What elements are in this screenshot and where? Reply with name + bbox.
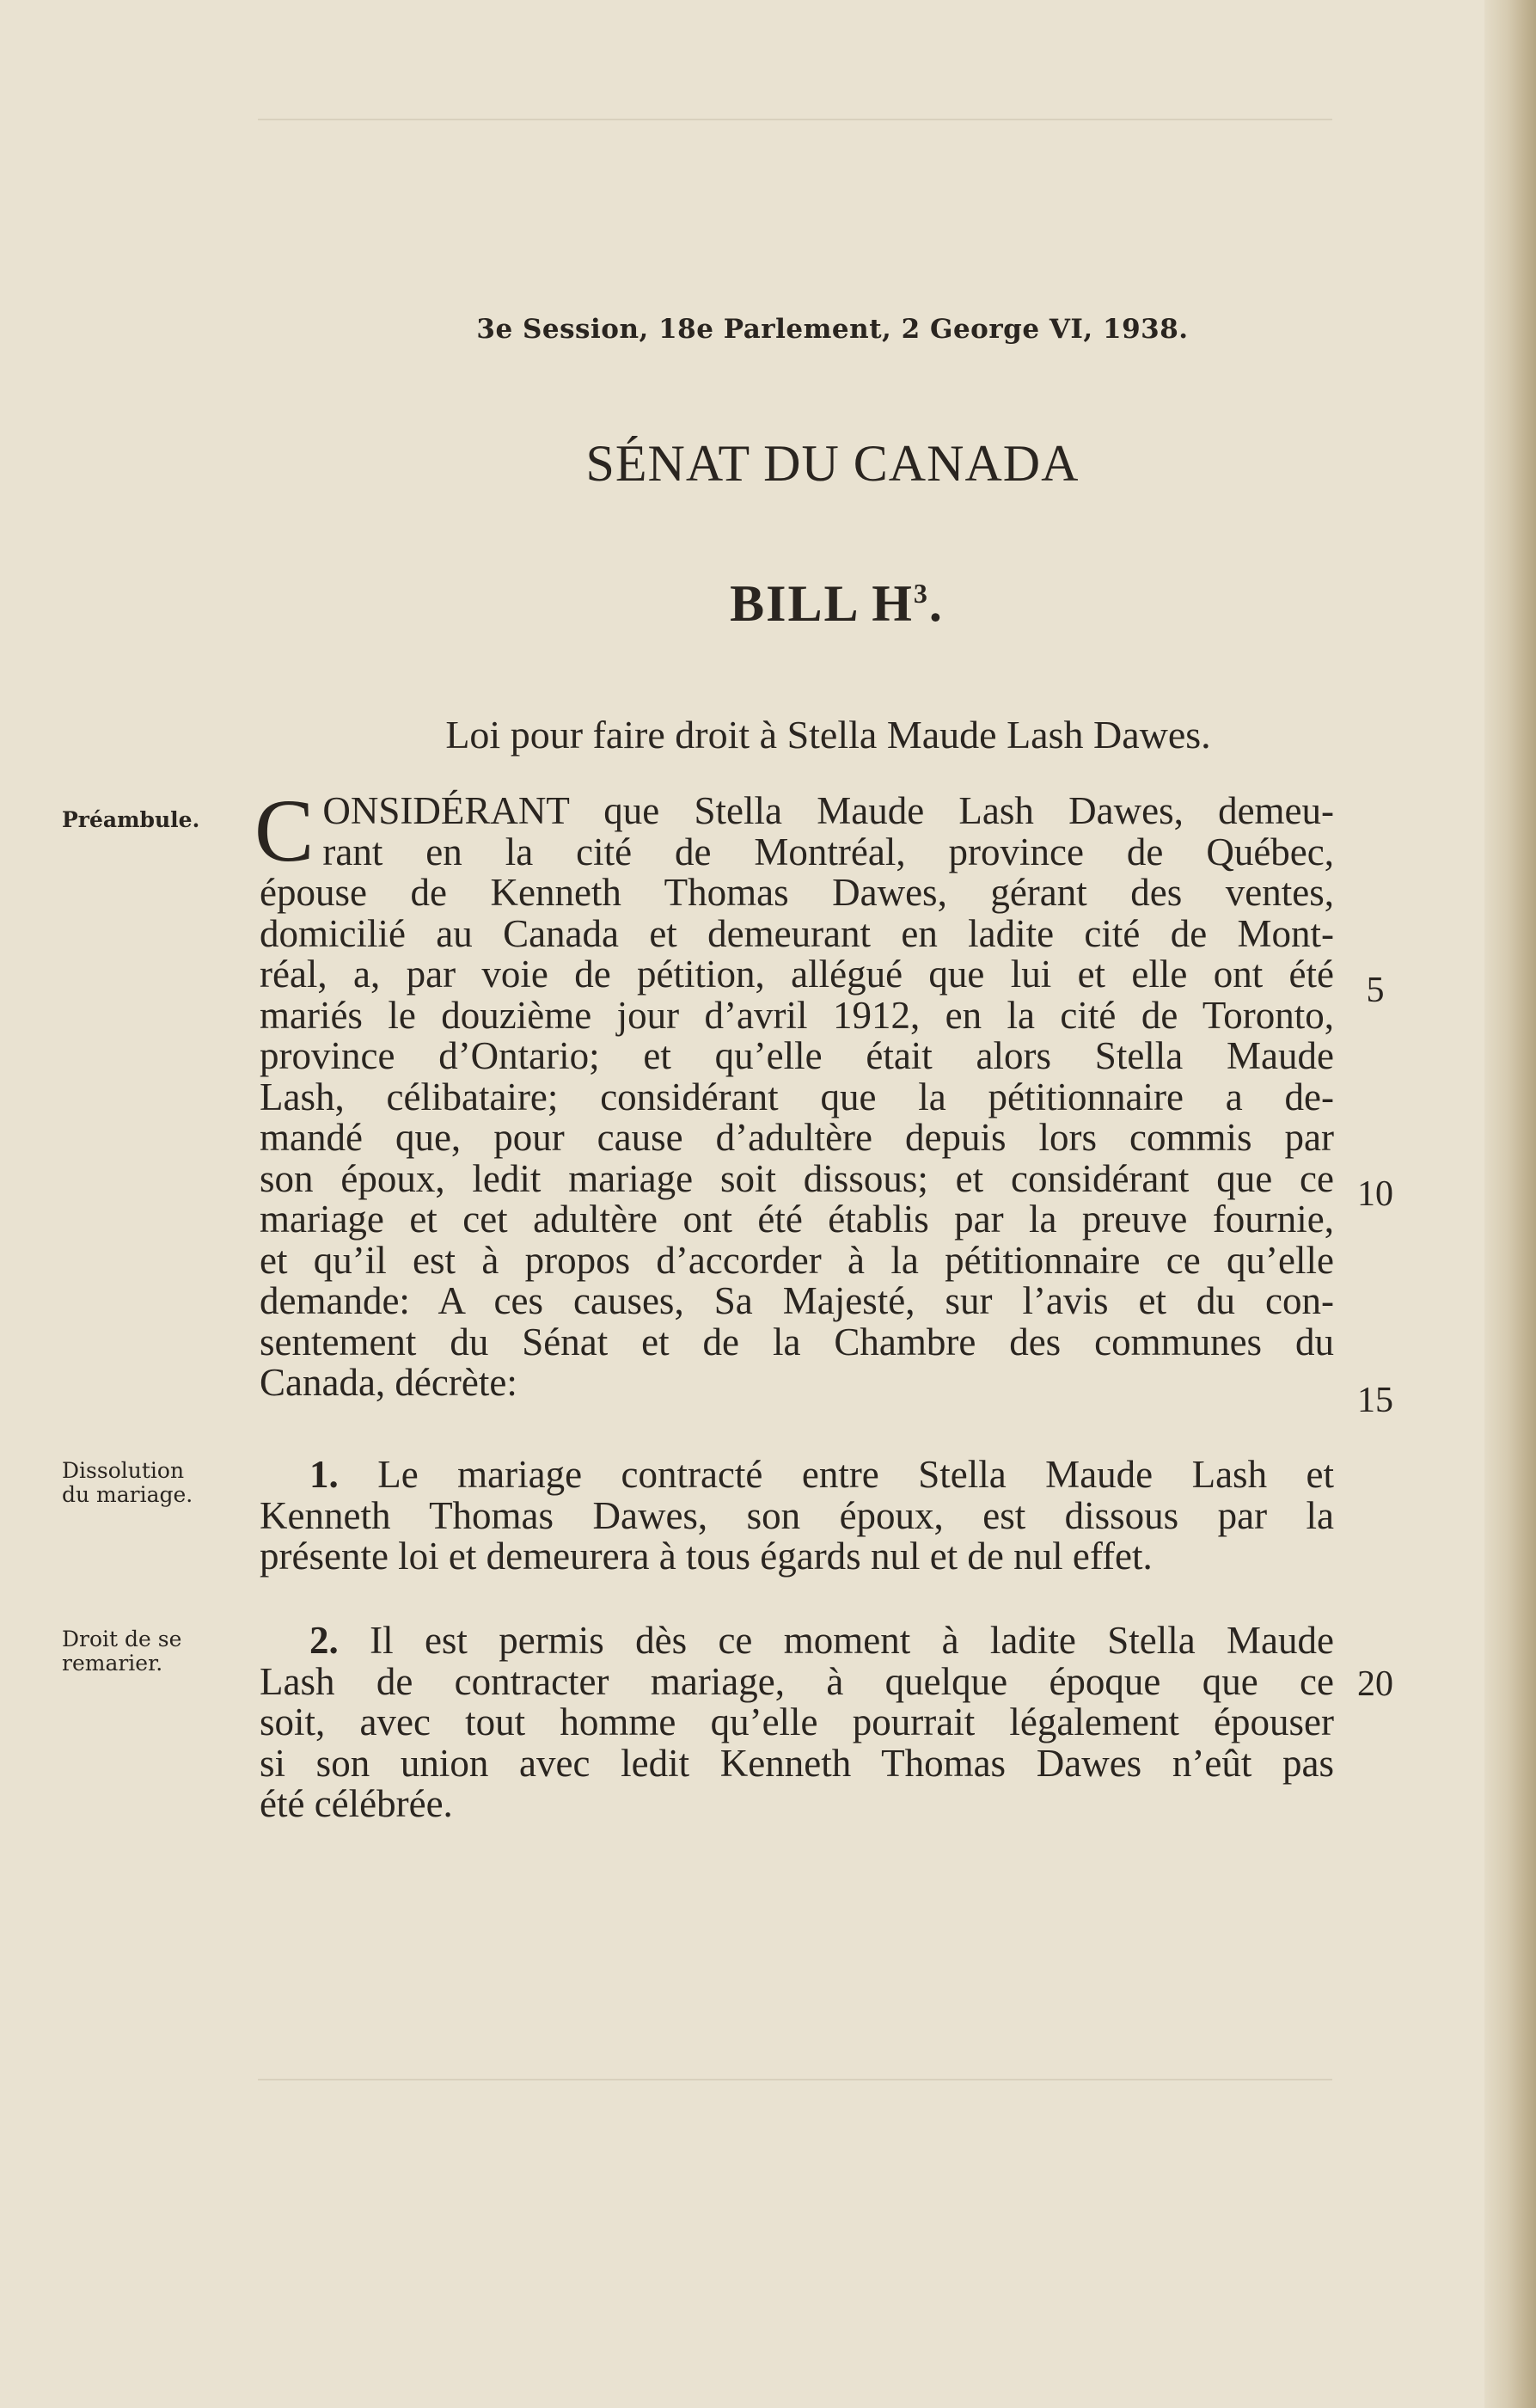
line-number-10: 10 — [1357, 1174, 1393, 1214]
bill-number — [0, 574, 1536, 634]
preamble-paragraph — [254, 781, 1334, 1404]
margin-note-remarry — [62, 1627, 225, 1676]
chamber-title: SÉNAT DU CANADA — [585, 435, 1080, 492]
line-number-15: 15 — [1357, 1381, 1393, 1420]
section-line: si son union avec ledit Kenneth Thomas Dawes n’eût pas — [260, 1741, 1334, 1785]
preamble-line: sentement du Sénat et de la Chambre des communes du — [260, 1320, 1334, 1363]
section-number: 1. — [309, 1453, 339, 1496]
margin-note-line: remarier. — [62, 1651, 163, 1676]
section-text: Il est permis dès ce moment à ladite Stella Maude — [370, 1619, 1335, 1662]
section-line: Kenneth Thomas Dawes, son époux, est dissous par la — [260, 1493, 1334, 1537]
section-1 — [260, 1455, 1334, 1578]
section-number: 2. — [309, 1619, 339, 1662]
bill-suffix: . — [928, 575, 944, 632]
page-edge-shadow — [1484, 0, 1536, 2408]
drop-cap: C — [254, 781, 315, 880]
section-line: Lash de contracter mariage, à quelque époque que ce — [260, 1659, 1334, 1703]
preamble-line: épouse de Kenneth Thomas Dawes, gérant des ventes, — [260, 871, 1334, 914]
bill-superscript: 3 — [913, 578, 929, 609]
line-number-20: 20 — [1357, 1664, 1393, 1704]
preamble-line: demande: A ces causes, Sa Majesté, sur l’avis et du con- — [260, 1279, 1334, 1322]
margin-note-line: Dissolution — [62, 1458, 185, 1483]
section-2 — [260, 1621, 1334, 1825]
bleed-through-rule — [258, 119, 1332, 120]
margin-note-line: Droit de se — [62, 1627, 182, 1651]
section-line: été célébrée. — [260, 1782, 453, 1825]
preamble-line: ONSIDÉRANT que Stella Maude Lash Dawes, demeu- — [322, 789, 1334, 832]
preamble-line: province d’Ontario; et qu’elle était alors Stella Maude — [260, 1034, 1334, 1077]
bill-title: Loi pour faire droit à Stella Maude Lash Dawes. — [445, 713, 1211, 757]
section-line: présente loi et demeurera à tous égards nul et de nul effet. — [260, 1535, 1153, 1578]
margin-note-dissolution — [62, 1459, 225, 1507]
preamble-line: Lash, célibataire; considérant que la pétitionnaire a de- — [260, 1075, 1334, 1118]
line-number-5: 5 — [1366, 971, 1385, 1010]
margin-note-line: du mariage. — [62, 1482, 193, 1507]
section-text: Le mariage contracté entre Stella Maude Lash et — [377, 1453, 1335, 1496]
bleed-through-rule — [258, 2079, 1332, 2080]
session-line: 3e Session, 18e Parlement, 2 George VI, 1938. — [476, 314, 1189, 345]
preamble-line: son époux, ledit mariage soit dissous; et considérant que ce — [260, 1156, 1334, 1200]
preamble-line: mariés le douzième jour d’avril 1912, en la cité de Toronto, — [260, 993, 1334, 1037]
preamble-line: domicilié au Canada et demeurant en ladite cité de Mont- — [260, 911, 1334, 955]
section-line: soit, avec tout homme qu’elle pourrait légalement épouser — [260, 1700, 1334, 1743]
bill-label: BILL H — [730, 575, 914, 632]
preamble-line: réal, a, par voie de pétition, allégué que lui et elle ont été — [260, 953, 1334, 996]
preamble-line: mariage et cet adultère ont été établis par la preuve fournie, — [260, 1198, 1334, 1241]
section-line — [260, 1621, 1334, 1662]
section-line — [260, 1455, 1334, 1496]
preamble-line: Canada, décrète: — [260, 1361, 517, 1404]
margin-note-preamble: Préambule. — [62, 807, 200, 832]
preamble-line: rant en la cité de Montréal, province de Québec, — [322, 830, 1334, 873]
preamble-line: et qu’il est à propos d’accorder à la pétitionnaire ce qu’elle — [260, 1238, 1334, 1282]
preamble-line: mandé que, pour cause d’adultère depuis lors commis par — [260, 1116, 1334, 1159]
